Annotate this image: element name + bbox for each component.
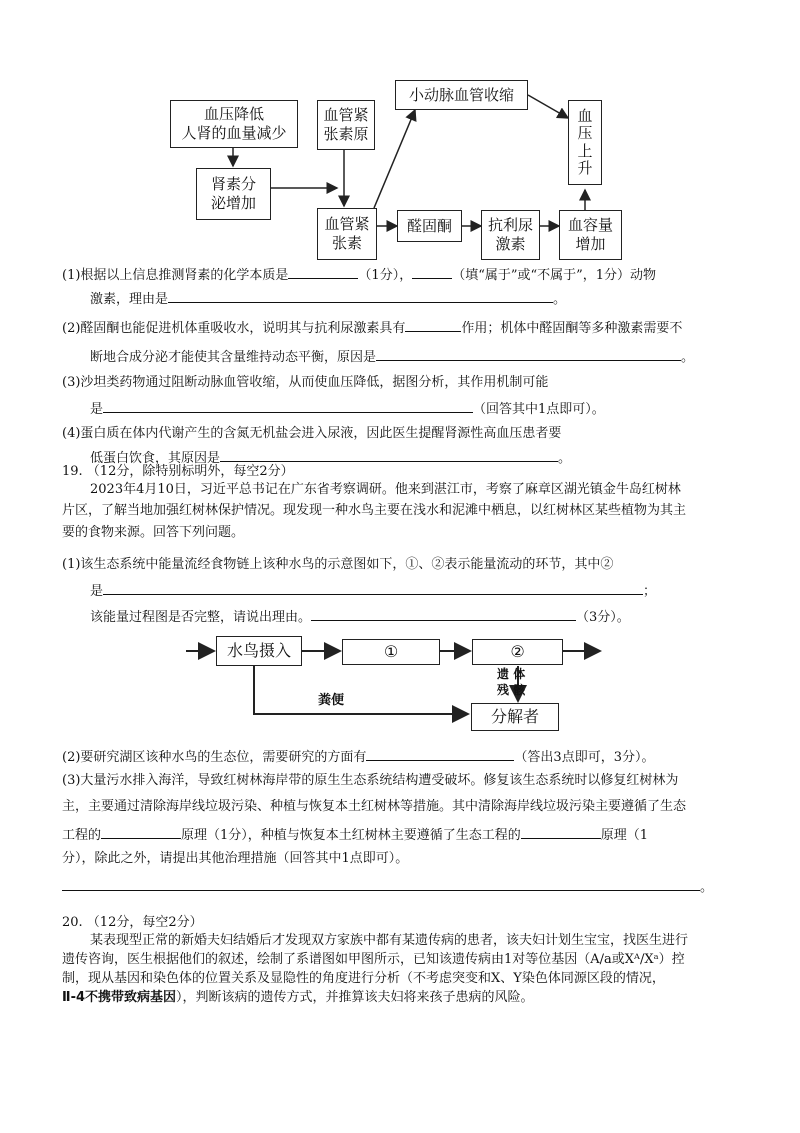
q18-part4-line2: 低蛋白饮食，其原因是 。 [90,447,571,468]
q19-part3-line4: 分），除此之外，请提出其他治理措施（回答其中1点即可）。 [62,851,409,866]
q18-part1-line2: 激素，理由是 。 [90,288,566,309]
q19-part1-line2: 是 ； [90,580,656,601]
q19-intro-line1: 2023年4月10日，习近平总书记在广东省考察调研。他来到湛江市，考察了麻章区湖光镇金牛岛红树林 [90,482,681,497]
box-stage-1: ① [342,639,440,665]
q19-intro-line2: 片区，了解当地加强红树林保护情况。现发现一种水鸟主要在浅水和泥滩中栖息，以红树林区某些植物为其主 [62,503,687,518]
answer-blank[interactable] [521,824,601,839]
box-arteriole-constriction: 小动脉血管收缩 [395,80,528,110]
answer-blank[interactable] [101,824,181,839]
q18-part2-line1: (2)醛固酮也能促进机体重吸收水，说明其与抗利尿激素具有 作用；机体中醛固酮等多种激素需要不 [62,317,682,338]
q19-part3-line3: 工程的 原理（1分），种植与恢复本土红树林主要遵循了生态工程的 原理（1 [62,824,648,845]
answer-blank[interactable] [103,580,643,595]
q18-part3-line2: 是 （回答其中1点即可）。 [90,398,605,419]
q20-line2: 遗传咨询，医生根据他们的叙述，绘制了系谱图如甲图所示，已知该遗传病由1对等位基因（A/a或Xᴬ/Xᵃ）控 [62,952,685,967]
label-remains: 遗 体 残 骸 [497,667,526,697]
box-renin: 肾素分 泌增加 [196,168,271,220]
q18-part3-line1: (3)沙坦类药物通过阻断动脉血管收缩，从而使血压降低，据图分析，其作用机制可能 [62,375,549,390]
answer-blank[interactable] [220,447,558,462]
q19-part1-line3: 该能量过程图是否完整，请说出理由。 （3分）。 [90,606,630,627]
q19-intro-line3: 要的食物来源。回答下列问题。 [62,525,245,540]
q20-line4: Ⅱ-4不携带致病基因），判断该病的遗传方式，并推算该夫妇将来孩子患病的风险。 [62,990,534,1005]
q20-heading: 20. （12分，每空2分） [62,915,203,930]
box-stage-2: ② [472,639,563,665]
q19-heading: 19. （12分，除特别标明外，每空2分） [62,464,294,479]
q19-part3-line5: 。 [62,876,713,897]
box-decomposer: 分解者 [471,703,559,731]
label-feces: 粪便 [318,693,345,708]
q18-part4-line1: (4)蛋白质在体内代谢产生的含氮无机盐会进入尿液，因此医生提醒肾源性高血压患者要 [62,426,562,441]
box-aldosterone: 醛固酮 [397,210,462,242]
q18-part2-line2: 断地合成分泌才能使其含量维持动态平衡，原因是 。 [90,346,694,367]
box-angiotensin: 血管紧 张素 [317,208,377,260]
q20-line1: 某表现型正常的新婚夫妇结婚后才发现双方家族中都有某遗传病的患者，该夫妇计划生宝宝，找医生进行 [90,933,689,948]
box-bp-low: 血压降低 人肾的血量减少 [170,100,298,148]
box-bp-rise: 血 压 上 升 [568,100,602,185]
answer-blank[interactable] [366,746,514,761]
box-intake: 水鸟摄入 [216,636,302,666]
answer-blank[interactable] [62,876,700,891]
answer-blank[interactable] [288,264,358,279]
q19-part1-line1: (1)该生态系统中能量流经食物链上该种水鸟的示意图如下，①、②表示能量流动的环节，其中② [62,557,614,572]
q19-part2-line1: (2)要研究湖区该种水鸟的生态位，需要研究的方面有 （答出3点即可，3分）。 [62,746,654,767]
answer-blank[interactable] [168,288,553,303]
answer-blank[interactable] [311,606,576,621]
answer-blank[interactable] [376,346,681,361]
q18-part1-line1: (1)根据以上信息推测肾素的化学本质是 （1分）， （填“属于”或“不属于”，1分）动物 [62,264,656,285]
q19-part3-line2: 主，主要通过清除海岸线垃圾污染、种植与恢复本土红树林等措施。其中清除海岸线垃圾污染主要遵循了生态 [62,799,687,814]
box-angiotensinogen: 血管紧 张素原 [317,100,375,150]
box-antidiuretic-hormone: 抗利尿 激素 [481,210,540,260]
q19-part3-line1: (3)大量污水排入海洋，导致红树林海岸带的原生生态系统结构遭受破坏。修复该生态系统时以修复红树林为 [62,773,679,788]
answer-blank[interactable] [103,398,473,413]
answer-blank[interactable] [405,317,461,332]
q20-line3: 制，现从基因和染色体的位置关系及显隐性的角度进行分析（不考虑突变和X、Y染色体同源区段的情况， [62,971,665,986]
box-blood-volume: 血容量 增加 [559,210,622,260]
answer-blank[interactable] [412,264,452,279]
